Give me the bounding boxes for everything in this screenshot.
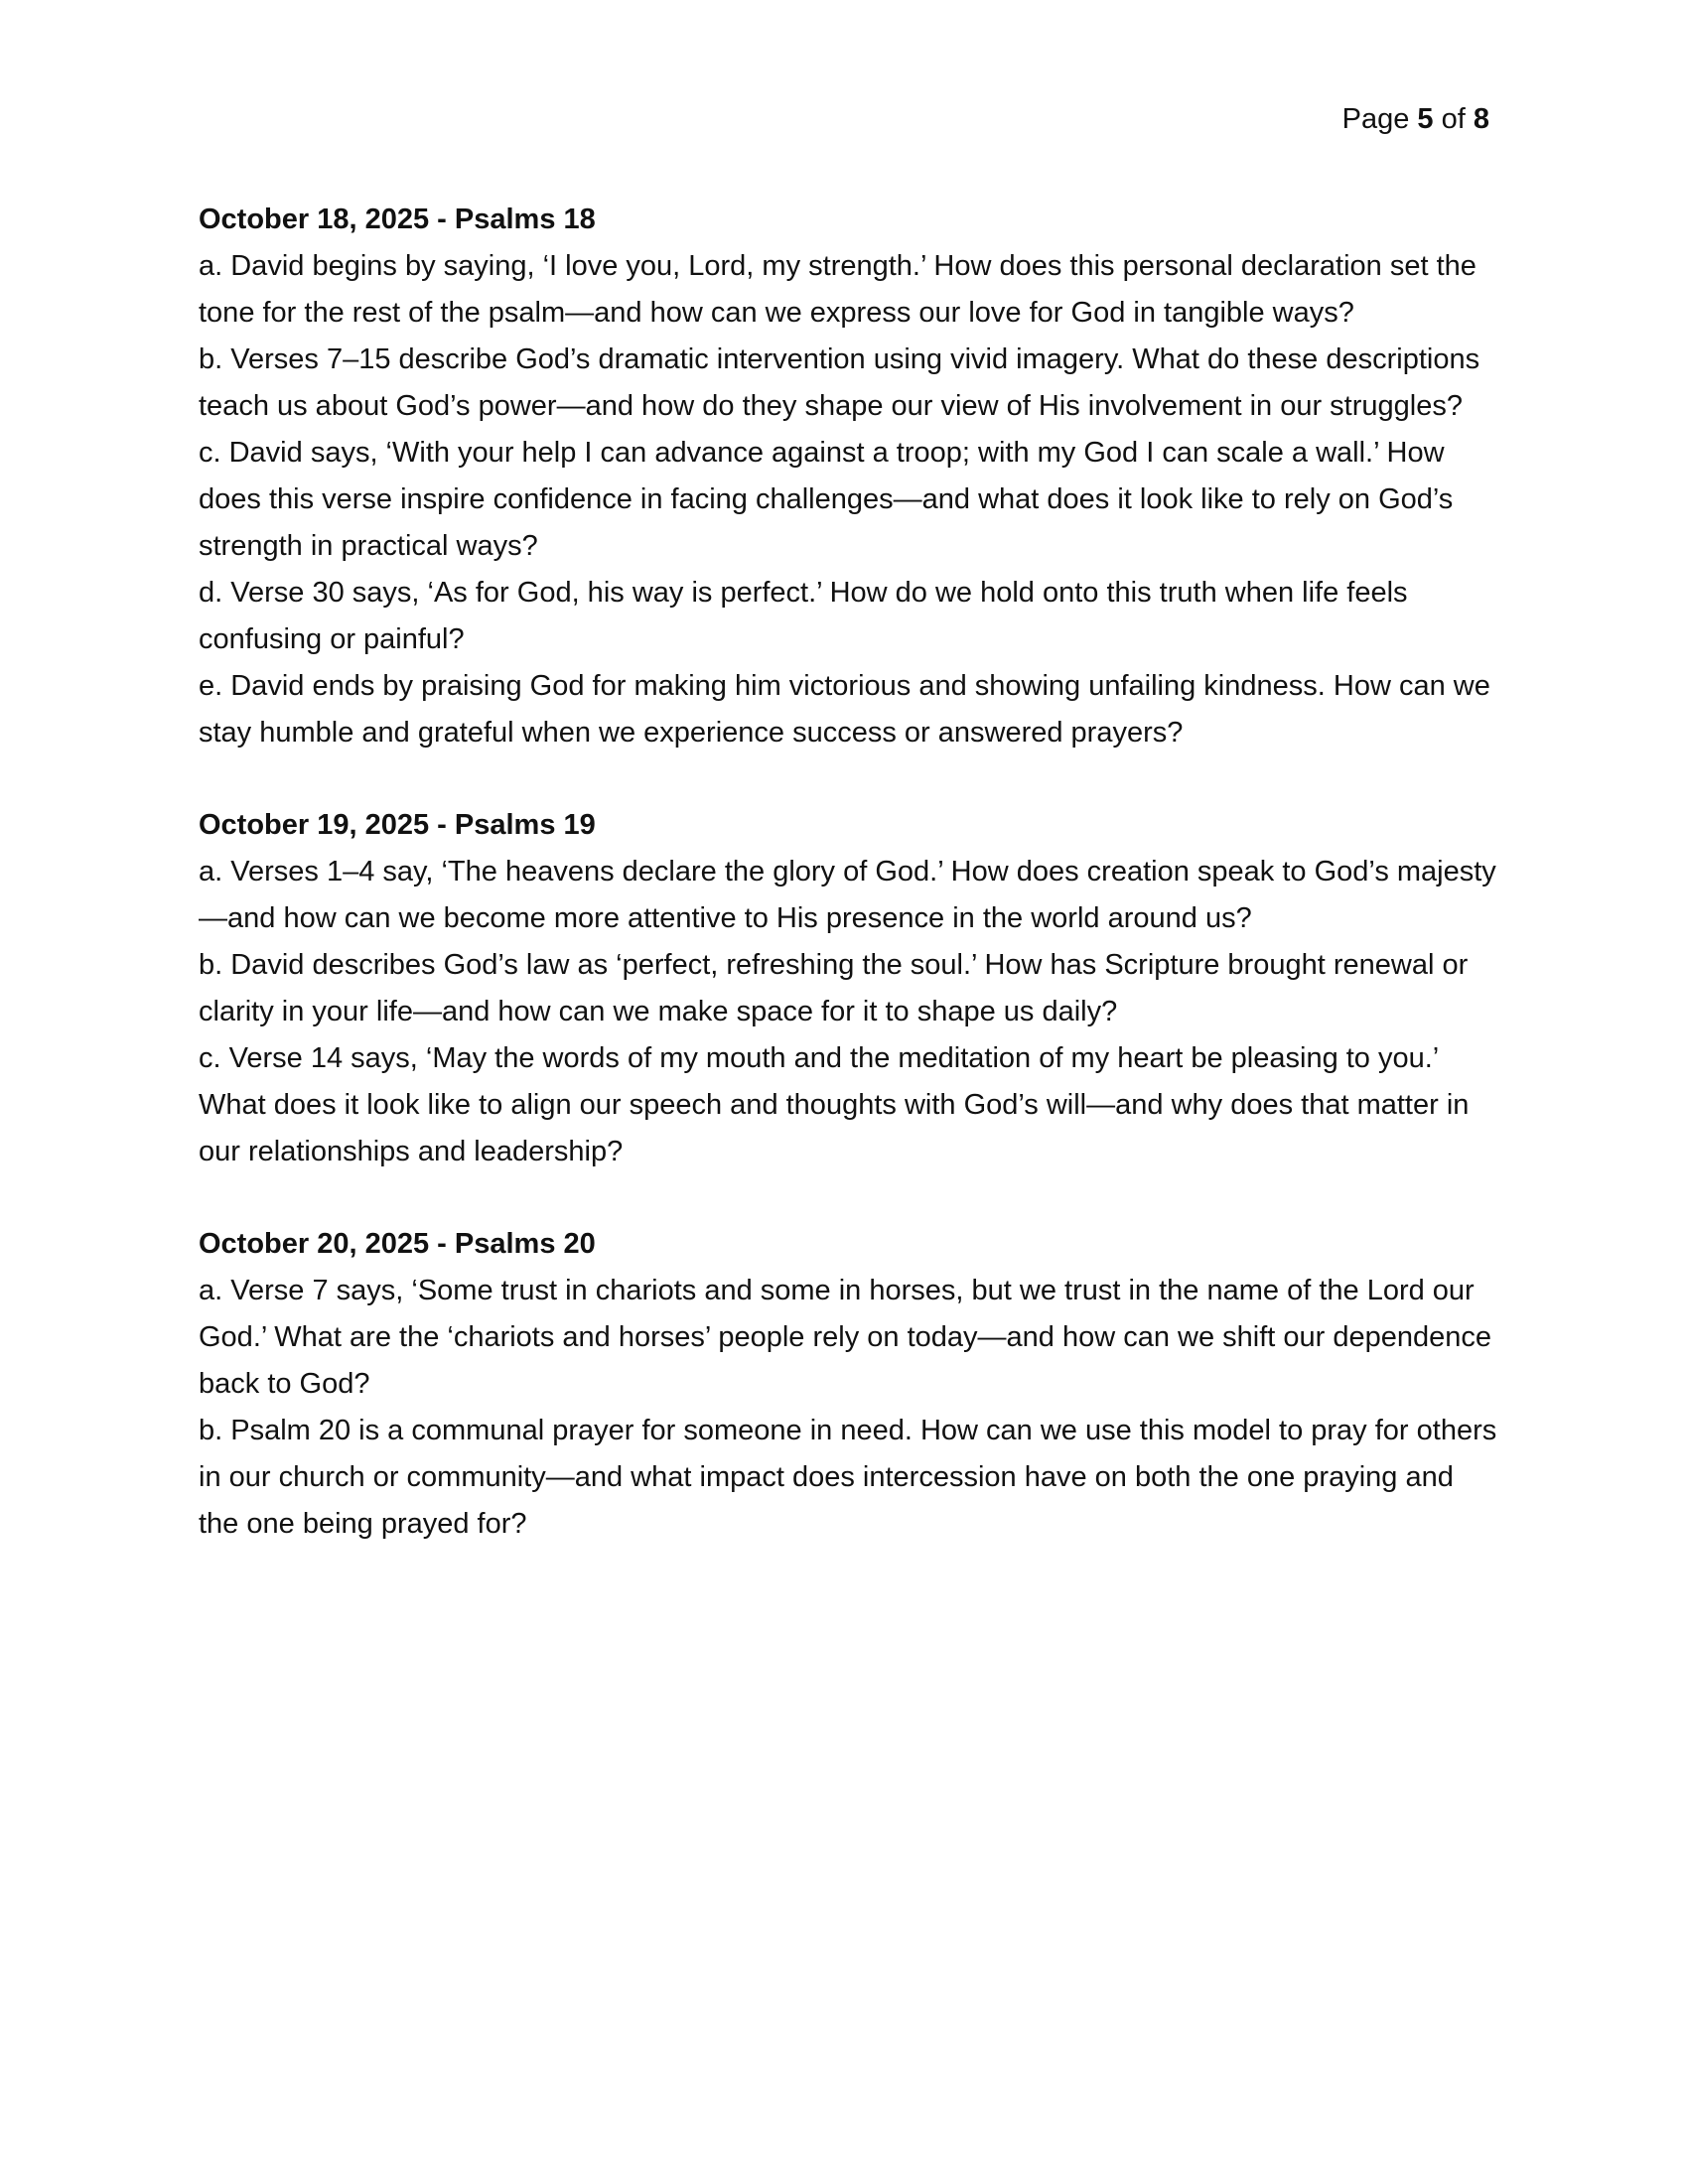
total-pages-number: 8 bbox=[1473, 103, 1489, 135]
question-item: e. David ends by praising God for making him victorious and showing unfailing kindness. How can we stay humble and grateful when we experience success or answered prayers? bbox=[199, 670, 1490, 749]
current-page-number: 5 bbox=[1417, 103, 1434, 135]
question-item: b. Verses 7–15 describe God’s dramatic intervention using vivid imagery. What do these descriptions teach us about God’s power—and how do they shape our view of His involvement in our struggles? bbox=[199, 343, 1480, 422]
question-item: b. David describes God’s law as ‘perfect, refreshing the soul.’ How has Scripture brought renewal or clarity in your life—and how can we make space for it to shape us daily? bbox=[199, 949, 1469, 1027]
question-item: a. Verses 1–4 say, ‘The heavens declare the glory of God.’ How does creation speak to God’s majesty—and how can we become more attentive to His presence in the world around us? bbox=[199, 856, 1496, 934]
section-heading: October 20, 2025 - Psalms 20 bbox=[199, 1228, 596, 1260]
page-number bbox=[1342, 99, 1489, 139]
reading-section-psalms-18 bbox=[199, 197, 1499, 756]
document-content bbox=[199, 197, 1499, 1593]
reading-section-psalms-20 bbox=[199, 1221, 1499, 1548]
section-heading: October 18, 2025 - Psalms 18 bbox=[199, 204, 596, 235]
question-item: b. Psalm 20 is a communal prayer for someone in need. How can we use this model to pray for others in our church or community—and what impact does intercession have on both the one praying and the one being prayed for? bbox=[199, 1415, 1497, 1540]
of-word: of bbox=[1441, 103, 1466, 135]
question-item: c. Verse 14 says, ‘May the words of my mouth and the meditation of my heart be pleasing to you.’ What does it look like to align our speech and thoughts with God’s will—and why does that matter in our relationships and leadership? bbox=[199, 1042, 1470, 1167]
page-word: Page bbox=[1341, 103, 1410, 135]
question-item: c. David says, ‘With your help I can advance against a troop; with my God I can scale a wall.’ How does this verse inspire confidence in facing challenges—and what does it look like to rely on God’s strength in practical ways? bbox=[199, 437, 1454, 562]
question-item: a. David begins by saying, ‘I love you, Lord, my strength.’ How does this personal declaration set the tone for the rest of the psalm—and how can we express our love for God in tangible ways? bbox=[199, 250, 1477, 329]
reading-section-psalms-19 bbox=[199, 802, 1499, 1175]
question-item: a. Verse 7 says, ‘Some trust in chariots and some in horses, but we trust in the name of the Lord our God.’ What are the ‘chariots and horses’ people rely on today—and how can we shift our dependence back to God? bbox=[199, 1275, 1492, 1400]
section-heading: October 19, 2025 - Psalms 19 bbox=[199, 809, 596, 841]
question-item: d. Verse 30 says, ‘As for God, his way is perfect.’ How do we hold onto this truth when life feels confusing or painful? bbox=[199, 577, 1408, 655]
